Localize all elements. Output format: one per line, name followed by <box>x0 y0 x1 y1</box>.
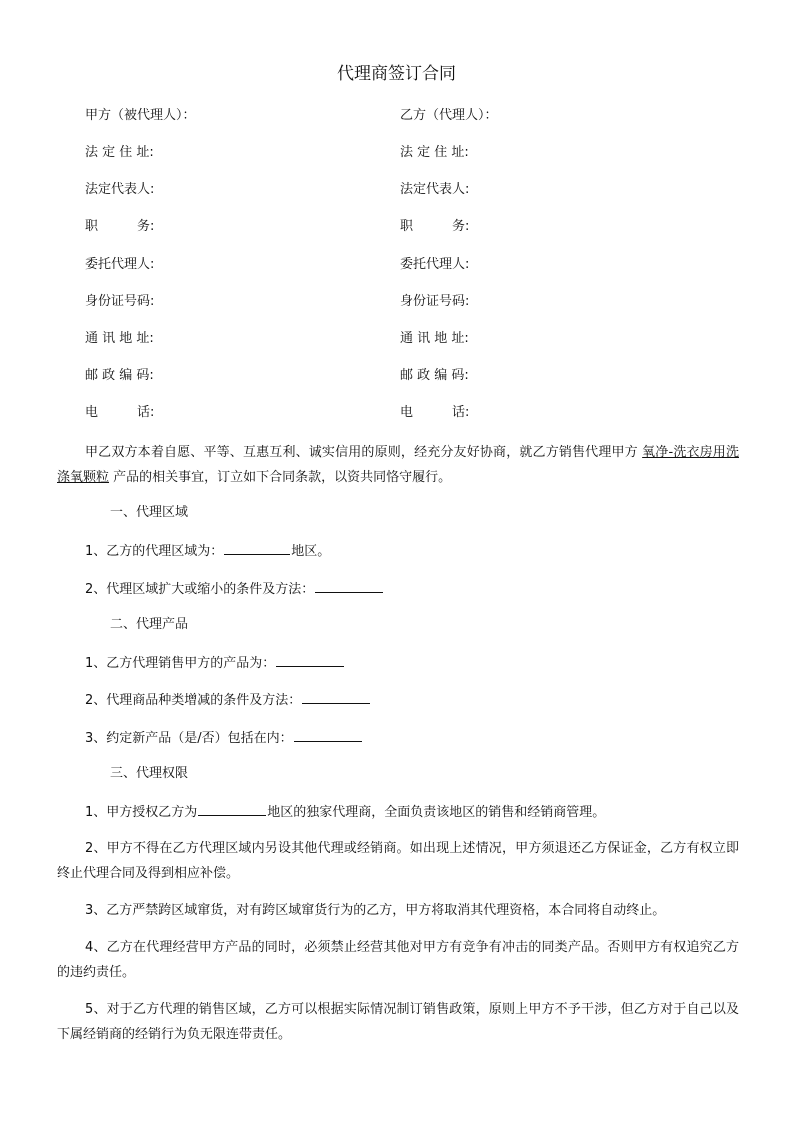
fill-blank[interactable] <box>294 727 362 742</box>
party-row <box>0 217 793 237</box>
clause-item <box>85 540 330 562</box>
clause-item <box>85 727 363 749</box>
party-b-label: 委托代理人: <box>400 257 470 272</box>
clause-text: 3、约定新产品（是/否）包括在内： <box>85 731 293 746</box>
party-a-label: 电 话: <box>85 405 155 420</box>
section-heading: 三、代理权限 <box>110 766 189 781</box>
clause-text: 1、乙方代理销售甲方的产品为： <box>85 656 276 671</box>
fill-blank[interactable] <box>198 801 266 816</box>
party-b-label: 通 讯 地 址: <box>400 331 469 346</box>
clause-text: 地区。 <box>291 544 331 559</box>
document-title: 代理商签订合同 <box>337 64 456 84</box>
clause-text: 2、代理区域扩大或缩小的条件及方法： <box>85 582 315 597</box>
intro-paragraph <box>57 440 739 490</box>
clause-paragraph: 4、乙方在代理经营甲方产品的同时，必须禁止经营其他对甲方有竞争有冲击的同类产品。否则甲方有权追究乙方的违约责任。 <box>57 940 739 980</box>
party-a-label: 邮 政 编 码: <box>85 368 154 383</box>
party-a-label: 职 务: <box>85 219 155 234</box>
party-a-label: 法 定 住 址: <box>85 145 154 160</box>
party-b-label: 身份证号码: <box>400 294 470 309</box>
party-b-label: 乙方（代理人）： <box>400 108 498 123</box>
clause-item <box>85 652 345 674</box>
section-heading: 一、代理区域 <box>110 505 189 520</box>
clause-paragraph: 3、乙方严禁跨区域窜货，对有跨区域窜货行为的乙方，甲方将取消其代理资格，本合同将自动终止。 <box>85 903 666 918</box>
intro-text-before: 甲乙双方本着自愿、平等、互惠互利、诚实信用的原则，经充分友好协商，就乙方销售代理甲方 <box>85 445 638 460</box>
clause-item <box>85 689 371 711</box>
party-a-label: 法定代表人: <box>85 182 155 197</box>
party-a-label: 身份证号码: <box>85 294 155 309</box>
intro-text-after: 产品的相关事宜，订立如下合同条款，以资共同恪守履行。 <box>113 470 452 485</box>
fill-blank[interactable] <box>224 540 290 555</box>
party-b-label: 邮 政 编 码: <box>400 368 469 383</box>
clause-item <box>85 801 605 823</box>
party-row <box>0 403 793 423</box>
party-b-label: 法 定 住 址: <box>400 145 469 160</box>
product-name: 氧净-洗衣房用洗涤氧颗粒 <box>57 445 739 485</box>
party-row <box>0 255 793 275</box>
fill-blank[interactable] <box>302 689 370 704</box>
clause-text: 1、甲方授权乙方为 <box>85 805 198 820</box>
clause-item <box>85 578 384 600</box>
party-a-label: 委托代理人: <box>85 257 155 272</box>
party-a-label: 甲方（被代理人）： <box>85 108 196 123</box>
section-heading: 二、代理产品 <box>110 617 189 632</box>
party-row <box>0 143 793 163</box>
party-row <box>0 329 793 349</box>
party-a-label: 通 讯 地 址: <box>85 331 154 346</box>
party-b-label: 职 务: <box>400 219 470 234</box>
clause-paragraph: 2、甲方不得在乙方代理区域内另设其他代理或经销商。如出现上述情况，甲方须退还乙方保证金，乙方有权立即终止代理合同及得到相应补偿。 <box>57 841 739 881</box>
party-b-label: 法定代表人: <box>400 182 470 197</box>
fill-blank[interactable] <box>276 652 344 667</box>
party-row <box>0 180 793 200</box>
party-b-label: 电 话: <box>400 405 470 420</box>
clause-paragraph: 5、对于乙方代理的销售区域，乙方可以根据实际情况制订销售政策，原则上甲方不予干涉，但乙方对于自己以及下属经销商的经销行为负无限连带责任。 <box>57 1002 739 1042</box>
party-row <box>0 366 793 386</box>
party-row <box>0 292 793 312</box>
fill-blank[interactable] <box>315 578 383 593</box>
clause-text: 1、乙方的代理区域为： <box>85 544 224 559</box>
clause-text: 2、代理商品种类增减的条件及方法： <box>85 693 302 708</box>
clause-text: 地区的独家代理商，全面负责该地区的销售和经销商管理。 <box>267 805 606 820</box>
party-row <box>0 106 793 126</box>
